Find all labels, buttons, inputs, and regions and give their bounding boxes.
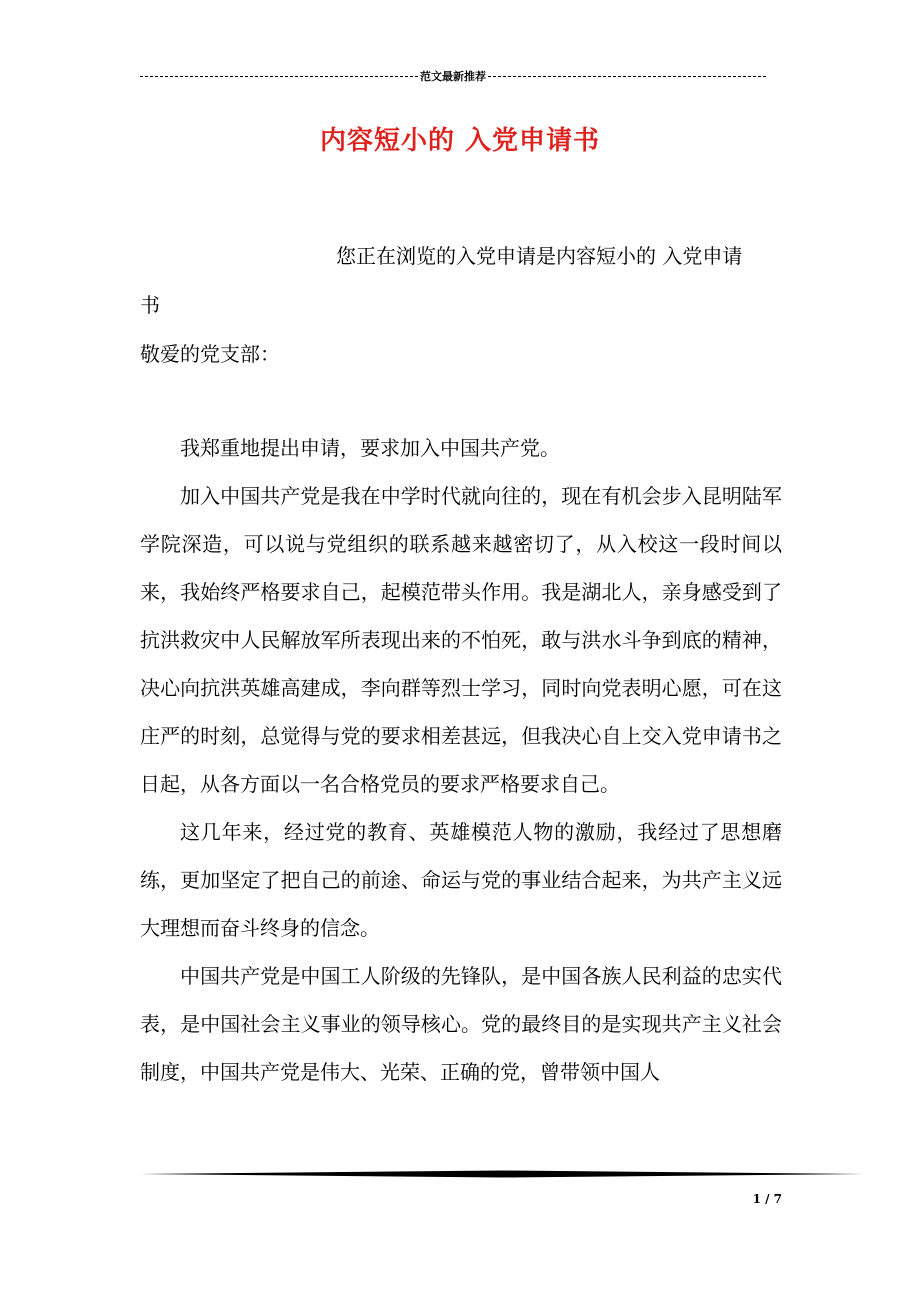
paragraph: 我郑重地提出申请，要求加入中国共产党。	[180, 436, 560, 460]
document-title: 内容短小的 入党申请书	[319, 126, 601, 156]
paragraph: 中国共产党是中国工人阶级的先锋队，是中国各族人民利益的忠实代表，是中国社会主义事业的领导核心。党的最终目的是实现共产主义社会制度，中国共产党是伟大、光荣、正确的党，曾带领中国人	[140, 964, 782, 1084]
header-label: 范文最新推荐	[420, 70, 486, 83]
intro-line-2: 书	[140, 293, 160, 317]
salutation: 敬爱的党支部：	[140, 342, 280, 366]
document-body	[140, 424, 782, 1096]
page-number: 1 / 7	[752, 1192, 782, 1206]
header-dash-right	[488, 76, 766, 77]
paragraph: 这几年来，经过党的教育、英雄模范人物的激励，我经过了思想磨练，更加坚定了把自己的前途、命运与党的事业结合起来，为共产主义远大理想而奋斗终身的信念。	[140, 820, 782, 940]
intro-line-1: 您正在浏览的入党申请是内容短小的 入党申请	[336, 244, 743, 268]
header-rule	[140, 68, 766, 84]
header-dash-left	[140, 76, 418, 77]
footer-rule	[140, 1170, 864, 1178]
paragraph: 加入中国共产党是我在中学时代就向往的，现在有机会步入昆明陆军学院深造，可以说与党组织的联系越来越密切了，从入校这一段时间以来，我始终严格要求自己，起模范带头作用。我是湖北人，亲身感受到了抗洪救灾中人民解放军所表现出来的不怕死，敢与洪水斗争到底的精神，决心向抗洪英雄高建成，李向群等烈士学习，同时向党表明心愿，可在这庄严的时刻，总觉得与党的要求相差甚远，但我决心自上交入党申请书之日起，从各方面以一名合格党员的要求严格要求自己。	[140, 484, 782, 796]
